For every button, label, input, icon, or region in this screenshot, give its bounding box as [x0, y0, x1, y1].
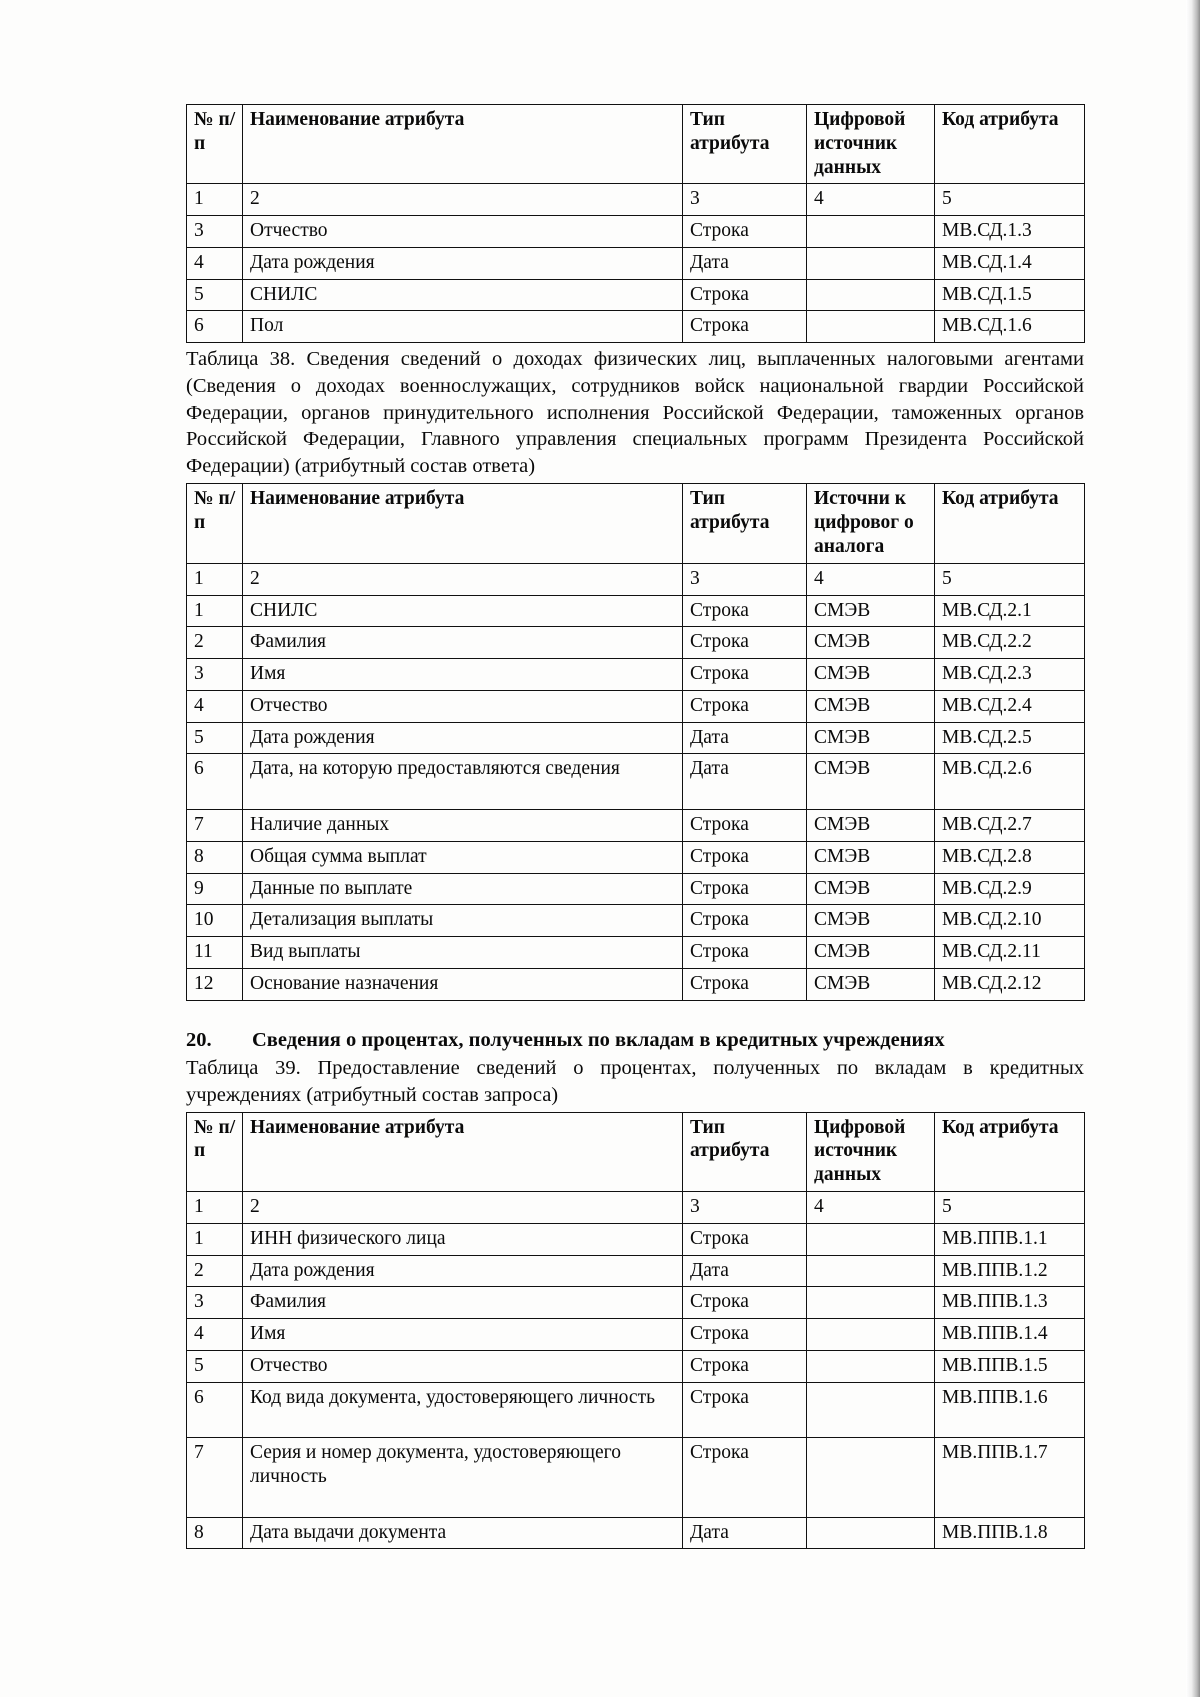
cell-code: МВ.СД.2.7 [935, 810, 1085, 842]
header-cell-type: Тип атрибута [683, 105, 807, 184]
table-row [187, 627, 1085, 659]
header-cell-source: Цифровой источник данных [807, 105, 935, 184]
cell-code: МВ.СД.2.9 [935, 873, 1085, 905]
cell-attribute: Вид выплаты [243, 937, 683, 969]
cell-attribute: Дата рождения [243, 1255, 683, 1287]
cell-source [807, 279, 935, 311]
column-number-row [187, 563, 1085, 595]
cell-type: Строка [683, 690, 807, 722]
cell-source: СМЭВ [807, 937, 935, 969]
header-cell-no: № п/п [187, 484, 243, 563]
cell-source: СМЭВ [807, 595, 935, 627]
table-header-row [187, 105, 1085, 184]
cell-code: МВ.СД.2.11 [935, 937, 1085, 969]
section-title: Сведения о процентах, полученных по вкладам в кредитных учреждениях [252, 1028, 945, 1051]
cell-source [807, 1438, 935, 1517]
table-row [187, 937, 1085, 969]
table-38 [186, 483, 1085, 1000]
cell-type: Строка [683, 1287, 807, 1319]
table-row [187, 873, 1085, 905]
cell-code: МВ.СД.2.1 [935, 595, 1085, 627]
cell-source: СМЭВ [807, 690, 935, 722]
section-number: 20. [186, 1028, 212, 1051]
header-cell-code: Код атрибута [935, 1112, 1085, 1191]
cell-code: МВ.СД.2.2 [935, 627, 1085, 659]
cell-code: МВ.ППВ.1.7 [935, 1438, 1085, 1517]
table-row [187, 595, 1085, 627]
table-row [187, 311, 1085, 343]
cell-code: МВ.СД.2.12 [935, 968, 1085, 1000]
cell-source: СМЭВ [807, 810, 935, 842]
cell-source [807, 1287, 935, 1319]
cell-source [807, 1382, 935, 1438]
cell-attribute: Код вида документа, удостоверяющего личность [243, 1382, 683, 1438]
cell-attribute: СНИЛС [243, 595, 683, 627]
cell-attribute: Отчество [243, 1350, 683, 1382]
cell-type: Строка [683, 968, 807, 1000]
cell-type: Строка [683, 1319, 807, 1351]
colnum-1: 1 [187, 1192, 243, 1224]
cell-no: 5 [187, 722, 243, 754]
cell-no: 4 [187, 247, 243, 279]
cell-code: МВ.СД.2.5 [935, 722, 1085, 754]
colnum-5: 5 [935, 184, 1085, 216]
cell-source [807, 1223, 935, 1255]
column-number-row [187, 1192, 1085, 1224]
cell-source [807, 216, 935, 248]
cell-code: МВ.ППВ.1.3 [935, 1287, 1085, 1319]
cell-code: МВ.ППВ.1.5 [935, 1350, 1085, 1382]
cell-no: 12 [187, 968, 243, 1000]
header-cell-type: Тип атрибута [683, 1112, 807, 1191]
colnum-2: 2 [243, 184, 683, 216]
cell-attribute: Общая сумма выплат [243, 841, 683, 873]
header-cell-attribute: Наименование атрибута [243, 1112, 683, 1191]
cell-attribute: Наличие данных [243, 810, 683, 842]
cell-type: Строка [683, 595, 807, 627]
cell-no: 8 [187, 1517, 243, 1549]
cell-source: СМЭВ [807, 968, 935, 1000]
cell-type: Строка [683, 810, 807, 842]
cell-attribute: Данные по выплате [243, 873, 683, 905]
table-row [187, 1287, 1085, 1319]
cell-attribute: Основание назначения [243, 968, 683, 1000]
cell-code: МВ.СД.2.6 [935, 754, 1085, 810]
cell-code: МВ.СД.2.8 [935, 841, 1085, 873]
cell-code: МВ.СД.1.5 [935, 279, 1085, 311]
table-row [187, 810, 1085, 842]
column-number-row [187, 184, 1085, 216]
cell-source: СМЭВ [807, 659, 935, 691]
cell-code: МВ.ППВ.1.6 [935, 1382, 1085, 1438]
cell-attribute: Фамилия [243, 1287, 683, 1319]
cell-attribute: ИНН физического лица [243, 1223, 683, 1255]
cell-no: 6 [187, 754, 243, 810]
cell-no: 1 [187, 595, 243, 627]
cell-attribute: Детализация выплаты [243, 905, 683, 937]
cell-no: 4 [187, 690, 243, 722]
table-row [187, 1223, 1085, 1255]
caption-table-39: Таблица 39. Предоставление сведений о процентах, полученных по вкладам в кредитных учреждениях (атрибутный состав запроса) [186, 1057, 1084, 1107]
table-row [187, 1382, 1085, 1438]
page-content [186, 104, 1084, 1549]
table-row [187, 722, 1085, 754]
cell-type: Дата [683, 247, 807, 279]
cell-code: МВ.СД.2.10 [935, 905, 1085, 937]
cell-attribute: Имя [243, 1319, 683, 1351]
cell-no: 6 [187, 1382, 243, 1438]
cell-attribute: Фамилия [243, 627, 683, 659]
cell-code: МВ.СД.1.4 [935, 247, 1085, 279]
cell-attribute: Пол [243, 311, 683, 343]
cell-type: Дата [683, 1517, 807, 1549]
cell-no: 6 [187, 311, 243, 343]
cell-code: МВ.ППВ.1.2 [935, 1255, 1085, 1287]
cell-no: 8 [187, 841, 243, 873]
header-cell-no: № п/п [187, 1112, 243, 1191]
cell-source [807, 311, 935, 343]
cell-source: СМЭВ [807, 841, 935, 873]
cell-attribute: Отчество [243, 690, 683, 722]
cell-source: СМЭВ [807, 905, 935, 937]
cell-type: Строка [683, 905, 807, 937]
cell-source: СМЭВ [807, 754, 935, 810]
header-cell-attribute: Наименование атрибута [243, 484, 683, 563]
section-heading-20 [186, 1027, 1084, 1054]
colnum-1: 1 [187, 184, 243, 216]
table-row [187, 841, 1085, 873]
cell-attribute: Отчество [243, 216, 683, 248]
header-cell-source: Источни к цифровог о аналога [807, 484, 935, 563]
table-row [187, 1438, 1085, 1517]
cell-attribute: Дата выдачи документа [243, 1517, 683, 1549]
cell-type: Строка [683, 1223, 807, 1255]
table-row [187, 754, 1085, 810]
cell-type: Строка [683, 311, 807, 343]
table-row [187, 905, 1085, 937]
colnum-5: 5 [935, 1192, 1085, 1224]
cell-attribute: СНИЛС [243, 279, 683, 311]
cell-no: 9 [187, 873, 243, 905]
table-row [187, 659, 1085, 691]
colnum-4: 4 [807, 184, 935, 216]
table-row [187, 690, 1085, 722]
caption-table-38: Таблица 38. Сведения сведений о доходах физических лиц, выплаченных налоговыми агентами (Сведения о доходах военнослужащих, сотрудников войск национальной гвардии Российской Федерации, органов принудительного исполнения Российской Федерации, таможенных органов Российской Федерации, Главного управления специальных программ Президента Российской Федерации) (атрибутный состав ответа) [186, 348, 1084, 477]
cell-attribute: Дата рождения [243, 247, 683, 279]
cell-attribute: Дата рождения [243, 722, 683, 754]
cell-source [807, 1255, 935, 1287]
cell-type: Строка [683, 873, 807, 905]
colnum-4: 4 [807, 563, 935, 595]
cell-no: 7 [187, 1438, 243, 1517]
table-header-row [187, 484, 1085, 563]
header-cell-type: Тип атрибута [683, 484, 807, 563]
table-39 [186, 1112, 1085, 1550]
header-cell-code: Код атрибута [935, 484, 1085, 563]
cell-code: МВ.СД.2.4 [935, 690, 1085, 722]
colnum-3: 3 [683, 563, 807, 595]
cell-no: 5 [187, 1350, 243, 1382]
table-row [187, 279, 1085, 311]
table-row [187, 216, 1085, 248]
cell-no: 3 [187, 216, 243, 248]
cell-code: МВ.СД.1.6 [935, 311, 1085, 343]
colnum-2: 2 [243, 563, 683, 595]
cell-type: Дата [683, 722, 807, 754]
cell-type: Строка [683, 216, 807, 248]
cell-no: 7 [187, 810, 243, 842]
colnum-5: 5 [935, 563, 1085, 595]
colnum-4: 4 [807, 1192, 935, 1224]
cell-source [807, 1350, 935, 1382]
cell-type: Дата [683, 1255, 807, 1287]
colnum-3: 3 [683, 184, 807, 216]
cell-no: 10 [187, 905, 243, 937]
cell-code: МВ.ППВ.1.4 [935, 1319, 1085, 1351]
header-cell-no: № п/п [187, 105, 243, 184]
cell-no: 4 [187, 1319, 243, 1351]
cell-type: Строка [683, 1438, 807, 1517]
cell-source: СМЭВ [807, 722, 935, 754]
table-row [187, 1319, 1085, 1351]
cell-no: 5 [187, 279, 243, 311]
table-row [187, 1517, 1085, 1549]
cell-no: 3 [187, 1287, 243, 1319]
cell-type: Строка [683, 659, 807, 691]
cell-no: 3 [187, 659, 243, 691]
table-row [187, 968, 1085, 1000]
cell-attribute: Имя [243, 659, 683, 691]
cell-type: Строка [683, 279, 807, 311]
cell-type: Строка [683, 841, 807, 873]
table-continuation-37 [186, 104, 1085, 343]
cell-no: 2 [187, 627, 243, 659]
cell-code: МВ.ППВ.1.1 [935, 1223, 1085, 1255]
table-row [187, 1350, 1085, 1382]
table-row [187, 1255, 1085, 1287]
cell-no: 1 [187, 1223, 243, 1255]
cell-source: СМЭВ [807, 627, 935, 659]
cell-source: СМЭВ [807, 873, 935, 905]
cell-type: Строка [683, 937, 807, 969]
header-cell-source: Цифровой источник данных [807, 1112, 935, 1191]
page-edge-shadow [1186, 0, 1200, 1697]
cell-type: Дата [683, 754, 807, 810]
cell-code: МВ.СД.1.3 [935, 216, 1085, 248]
cell-source [807, 1517, 935, 1549]
cell-no: 11 [187, 937, 243, 969]
cell-type: Строка [683, 1382, 807, 1438]
cell-no: 2 [187, 1255, 243, 1287]
header-cell-code: Код атрибута [935, 105, 1085, 184]
cell-source [807, 1319, 935, 1351]
cell-code: МВ.ППВ.1.8 [935, 1517, 1085, 1549]
colnum-1: 1 [187, 563, 243, 595]
cell-type: Строка [683, 627, 807, 659]
colnum-2: 2 [243, 1192, 683, 1224]
cell-attribute: Дата, на которую предоставляются сведения [243, 754, 683, 810]
cell-source [807, 247, 935, 279]
header-cell-attribute: Наименование атрибута [243, 105, 683, 184]
table-header-row [187, 1112, 1085, 1191]
cell-type: Строка [683, 1350, 807, 1382]
cell-attribute: Серия и номер документа, удостоверяющего личность [243, 1438, 683, 1517]
colnum-3: 3 [683, 1192, 807, 1224]
cell-code: МВ.СД.2.3 [935, 659, 1085, 691]
table-row [187, 247, 1085, 279]
